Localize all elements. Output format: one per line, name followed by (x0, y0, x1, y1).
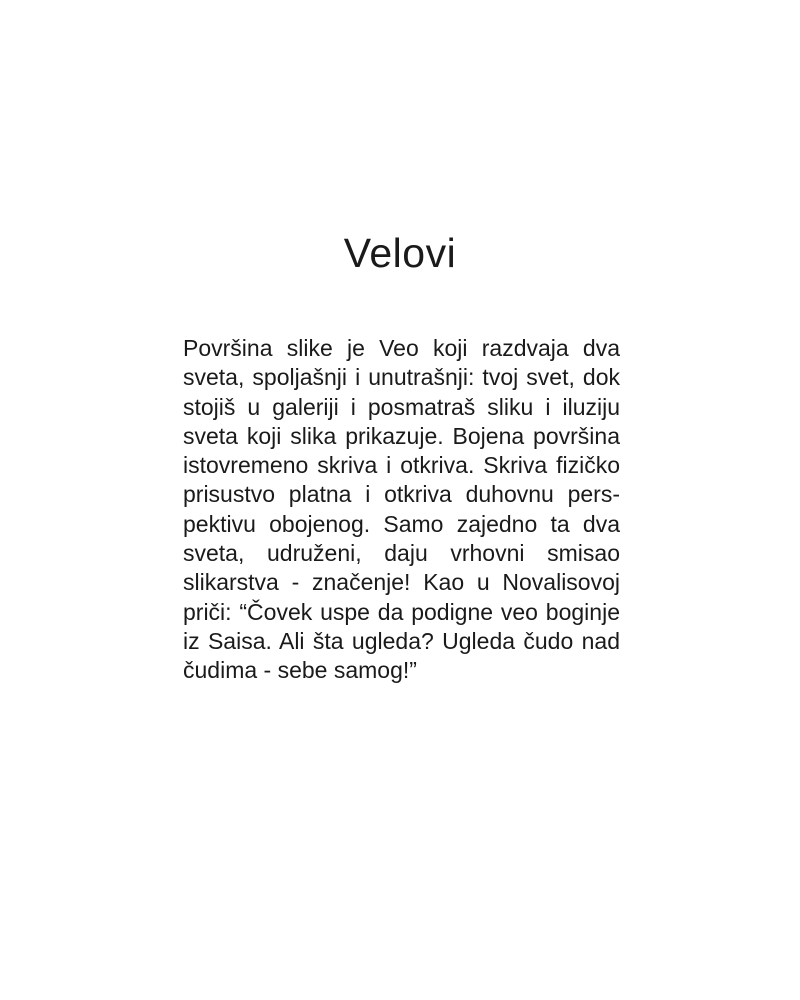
paragraph-line: iz Saisa. Ali šta ugleda? Ugleda čudo nad (183, 627, 620, 654)
body-paragraph (183, 334, 620, 686)
paragraph-line: stojiš u galeriji i posmatraš sliku i iluziju (183, 393, 620, 420)
paragraph-line: slikarstva - značenje! Kao u Novalisovoj (183, 569, 620, 596)
paragraph-line: Površina slike je Veo koji razdvaja dva (183, 335, 620, 361)
paragraph-line: prisustvo platna i otkriva duhovnu pers- (183, 481, 620, 508)
paragraph-line: sveta koji slika prikazuje. Bojena površina (183, 422, 620, 449)
paragraph-line: pektivu obojenog. Samo zajedno ta dva (183, 510, 620, 537)
paragraph-line: priči: “Čovek uspe da podigne veo boginje (183, 598, 620, 625)
paragraph-line: istovremeno skriva i otkriva. Skriva fizičko (183, 452, 620, 479)
paragraph-line: čudima - sebe samog!” (183, 657, 417, 684)
paragraph-line: sveta, spoljašnji i unutrašnji: tvoj svet, dok (183, 364, 620, 391)
paragraph-line: sveta, udruženi, daju vrhovni smisao (183, 540, 620, 567)
page-title: Velovi (343, 230, 457, 276)
